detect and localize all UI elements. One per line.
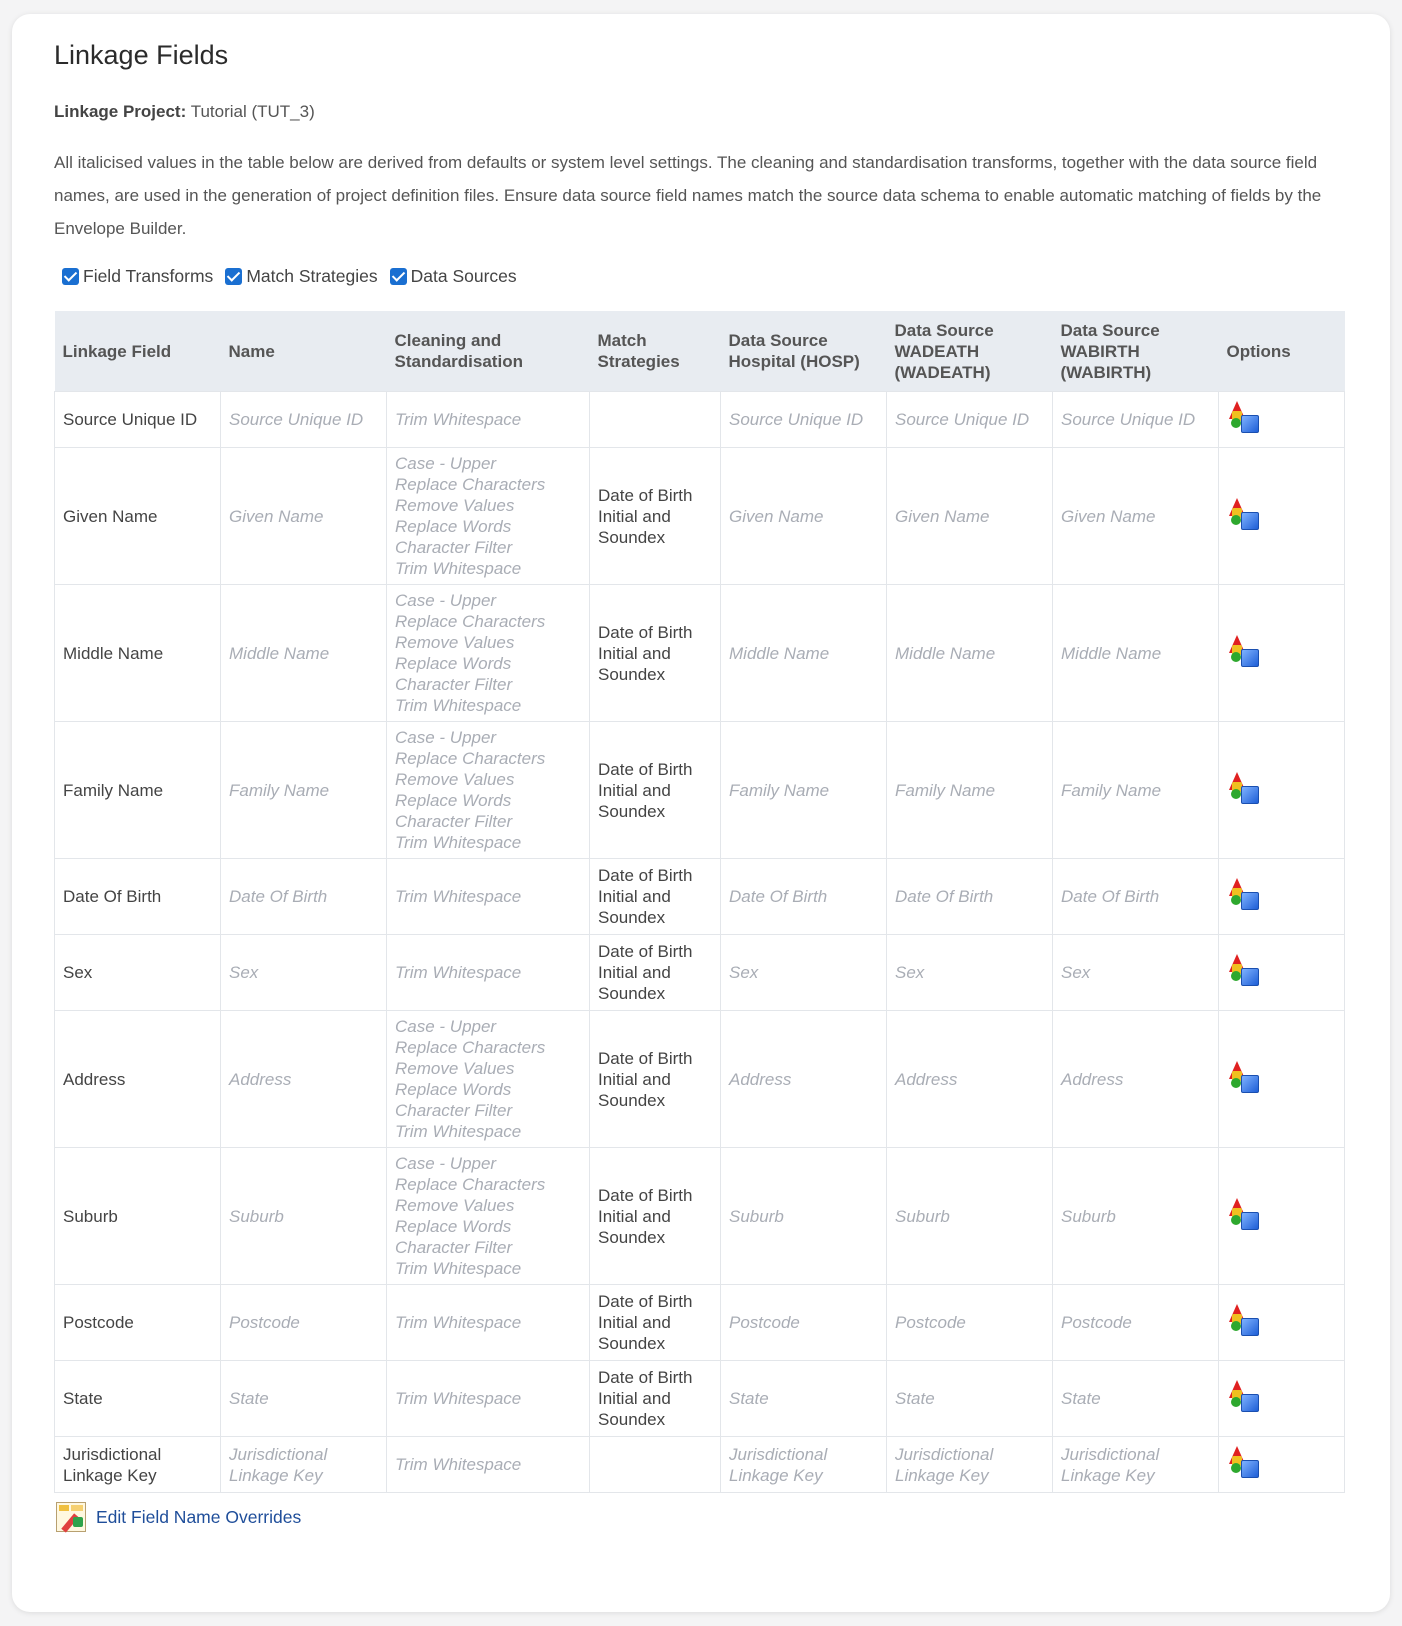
cell-name: Family Name [221, 722, 387, 859]
cell-cleaning [387, 585, 590, 722]
table-header-row [55, 311, 1345, 392]
cell-ds-wadeath: Suburb [887, 1148, 1053, 1285]
project-value: Tutorial (TUT_3) [190, 102, 315, 121]
cleaning-transform: Character Filter [395, 1238, 513, 1257]
cell-options [1219, 1361, 1345, 1437]
toggle-label: Field Transforms [83, 266, 214, 286]
cell-match-strategy: Date of Birth Initial and Soundex [590, 1148, 721, 1285]
cleaning-transform: Trim Whitespace [395, 696, 522, 715]
cell-match-strategy: Date of Birth Initial and Soundex [590, 859, 721, 935]
table-row [55, 859, 1345, 935]
cell-ds-hosp: Middle Name [721, 585, 887, 722]
cleaning-transform: Trim Whitespace [395, 1389, 522, 1408]
cell-ds-hosp: Jurisdictional Linkage Key [721, 1437, 887, 1493]
cleaning-transform: Remove Values [395, 633, 515, 652]
edit-field-options-icon[interactable] [1227, 1379, 1261, 1413]
cell-ds-wabirth: Jurisdictional Linkage Key [1053, 1437, 1219, 1493]
cell-options [1219, 935, 1345, 1011]
cell-cleaning [387, 1437, 590, 1493]
linkage-fields-table [54, 311, 1345, 1493]
cell-linkage-field: Jurisdictional Linkage Key [55, 1437, 221, 1493]
cleaning-transform: Character Filter [395, 538, 513, 557]
project-info [54, 102, 315, 122]
edit-field-options-icon[interactable] [1227, 1445, 1261, 1479]
cell-name: Suburb [221, 1148, 387, 1285]
table-row [55, 935, 1345, 1011]
cleaning-transform: Replace Words [395, 1217, 512, 1236]
cell-options [1219, 859, 1345, 935]
edit-field-options-icon[interactable] [1227, 1197, 1261, 1231]
cell-name: Given Name [221, 448, 387, 585]
cell-linkage-field: Date Of Birth [55, 859, 221, 935]
cell-cleaning [387, 935, 590, 1011]
table-row [55, 1437, 1345, 1493]
cell-options [1219, 448, 1345, 585]
table-row [55, 1148, 1345, 1285]
cell-linkage-field: Source Unique ID [55, 392, 221, 448]
cleaning-transform: Trim Whitespace [395, 1122, 522, 1141]
table-row [55, 1011, 1345, 1148]
cell-ds-hosp: State [721, 1361, 887, 1437]
cleaning-transform: Trim Whitespace [395, 1259, 522, 1278]
toggle-label: Data Sources [410, 266, 517, 286]
cell-ds-wadeath: Postcode [887, 1285, 1053, 1361]
edit-field-name-overrides-link[interactable]: Edit Field Name Overrides [96, 1506, 302, 1527]
checkbox-checked-icon[interactable] [225, 268, 242, 285]
col-header-cleaning[interactable]: Cleaning and Standardisation [387, 311, 590, 392]
col-header-ds-hosp[interactable]: Data Source Hospital (HOSP) [721, 311, 887, 392]
cell-match-strategy: Date of Birth Initial and Soundex [590, 722, 721, 859]
project-label: Linkage Project: [54, 102, 187, 121]
cell-ds-wabirth: Date Of Birth [1053, 859, 1219, 935]
cell-name: Address [221, 1011, 387, 1148]
edit-field-options-icon[interactable] [1227, 400, 1261, 434]
edit-field-options-icon[interactable] [1227, 634, 1261, 668]
cleaning-transform: Replace Words [395, 791, 512, 810]
col-header-linkage-field[interactable]: Linkage Field [55, 311, 221, 392]
cleaning-transform: Trim Whitespace [395, 887, 522, 906]
cell-match-strategy: Date of Birth Initial and Soundex [590, 1285, 721, 1361]
cell-name: State [221, 1361, 387, 1437]
cell-name: Source Unique ID [221, 392, 387, 448]
table-row [55, 1361, 1345, 1437]
cell-ds-wabirth: Address [1053, 1011, 1219, 1148]
edit-field-options-icon[interactable] [1227, 1060, 1261, 1094]
cell-ds-wadeath: Date Of Birth [887, 859, 1053, 935]
cell-ds-hosp: Date Of Birth [721, 859, 887, 935]
cell-ds-wadeath: Sex [887, 935, 1053, 1011]
cleaning-transform: Remove Values [395, 496, 515, 515]
cell-match-strategy: Date of Birth Initial and Soundex [590, 1361, 721, 1437]
cell-ds-wabirth: Postcode [1053, 1285, 1219, 1361]
col-header-ds-wabirth[interactable]: Data Source WABIRTH (WABIRTH) [1053, 311, 1219, 392]
cell-options [1219, 1437, 1345, 1493]
cleaning-transform: Trim Whitespace [395, 559, 522, 578]
edit-field-options-icon[interactable] [1227, 771, 1261, 805]
cell-match-strategy: Date of Birth Initial and Soundex [590, 448, 721, 585]
cleaning-transform: Case - Upper [395, 591, 497, 610]
cleaning-transform: Replace Characters [395, 749, 546, 768]
cleaning-transform: Remove Values [395, 1196, 515, 1215]
cell-cleaning [387, 1285, 590, 1361]
cleaning-transform: Trim Whitespace [395, 833, 522, 852]
toggle-data-sources[interactable] [390, 266, 517, 287]
cell-match-strategy [590, 392, 721, 448]
cleaning-transform: Case - Upper [395, 1017, 497, 1036]
cell-ds-hosp: Sex [721, 935, 887, 1011]
cell-match-strategy: Date of Birth Initial and Soundex [590, 935, 721, 1011]
toggle-field-transforms[interactable] [62, 266, 213, 287]
cell-cleaning [387, 859, 590, 935]
cell-name: Postcode [221, 1285, 387, 1361]
cleaning-transform: Replace Words [395, 517, 512, 536]
cleaning-transform: Remove Values [395, 770, 515, 789]
cell-linkage-field: Given Name [55, 448, 221, 585]
cell-linkage-field: Family Name [55, 722, 221, 859]
cleaning-transform: Replace Words [395, 1080, 512, 1099]
cleaning-transform: Replace Words [395, 654, 512, 673]
cell-match-strategy: Date of Birth Initial and Soundex [590, 1011, 721, 1148]
cell-match-strategy: Date of Birth Initial and Soundex [590, 585, 721, 722]
cell-linkage-field: State [55, 1361, 221, 1437]
cleaning-transform: Replace Characters [395, 475, 546, 494]
col-header-name[interactable]: Name [221, 311, 387, 392]
cleaning-transform: Trim Whitespace [395, 963, 522, 982]
cell-ds-wadeath: State [887, 1361, 1053, 1437]
cell-ds-wabirth: Middle Name [1053, 585, 1219, 722]
cell-ds-wadeath: Given Name [887, 448, 1053, 585]
cell-cleaning [387, 1361, 590, 1437]
cell-cleaning [387, 722, 590, 859]
table-row [55, 392, 1345, 448]
checkbox-checked-icon[interactable] [390, 268, 407, 285]
cleaning-transform: Case - Upper [395, 728, 497, 747]
cell-linkage-field: Postcode [55, 1285, 221, 1361]
cell-ds-wabirth: Sex [1053, 935, 1219, 1011]
checkbox-checked-icon[interactable] [62, 268, 79, 285]
cell-ds-wabirth: State [1053, 1361, 1219, 1437]
cell-cleaning [387, 448, 590, 585]
cell-name: Sex [221, 935, 387, 1011]
edit-field-options-icon[interactable] [1227, 497, 1261, 531]
table-row [55, 1285, 1345, 1361]
cell-ds-hosp: Postcode [721, 1285, 887, 1361]
cleaning-transform: Replace Characters [395, 1175, 546, 1194]
table-row [55, 585, 1345, 722]
cleaning-transform: Character Filter [395, 812, 513, 831]
cell-ds-wadeath: Address [887, 1011, 1053, 1148]
cell-ds-wabirth: Source Unique ID [1053, 392, 1219, 448]
toggle-label: Match Strategies [246, 266, 378, 286]
cell-ds-hosp: Address [721, 1011, 887, 1148]
cleaning-transform: Trim Whitespace [395, 1455, 522, 1474]
col-header-options: Options [1219, 311, 1345, 392]
page-title: Linkage Fields [54, 40, 229, 70]
cell-name: Date Of Birth [221, 859, 387, 935]
edit-table-icon[interactable] [56, 1502, 86, 1532]
description: All italicised values in the table below are derived from defaults or system level settings. The cleaning and standardisation transforms, together with the data source field names, are used in the generation of project definition files. Ensure data source field names match the source data schema to enable automatic matching of fields by the Envelope Builder. [54, 153, 1322, 238]
cell-linkage-field: Middle Name [55, 585, 221, 722]
cleaning-transform: Trim Whitespace [395, 410, 522, 429]
cell-name: Middle Name [221, 585, 387, 722]
cleaning-transform: Case - Upper [395, 454, 497, 473]
toggle-match-strategies[interactable] [225, 266, 377, 287]
cleaning-transform: Replace Characters [395, 1038, 546, 1057]
edit-field-options-icon[interactable] [1227, 877, 1261, 911]
cell-ds-hosp: Family Name [721, 722, 887, 859]
cleaning-transform: Character Filter [395, 675, 513, 694]
cell-options [1219, 1285, 1345, 1361]
cell-ds-wadeath: Jurisdictional Linkage Key [887, 1437, 1053, 1493]
cell-ds-wabirth: Family Name [1053, 722, 1219, 859]
cell-ds-wadeath: Family Name [887, 722, 1053, 859]
col-header-ds-wadeath[interactable]: Data Source WADEATH (WADEATH) [887, 311, 1053, 392]
table-row [55, 722, 1345, 859]
cell-options [1219, 1148, 1345, 1285]
table-row [55, 448, 1345, 585]
cell-ds-wabirth: Given Name [1053, 448, 1219, 585]
cell-cleaning [387, 392, 590, 448]
cell-ds-wadeath: Middle Name [887, 585, 1053, 722]
cell-linkage-field: Suburb [55, 1148, 221, 1285]
cleaning-transform: Trim Whitespace [395, 1313, 522, 1332]
edit-field-options-icon[interactable] [1227, 953, 1261, 987]
cell-ds-hosp: Suburb [721, 1148, 887, 1285]
cell-name: Jurisdictional Linkage Key [221, 1437, 387, 1493]
cell-match-strategy [590, 1437, 721, 1493]
column-toggles [62, 266, 517, 287]
cell-ds-wadeath: Source Unique ID [887, 392, 1053, 448]
col-header-match[interactable]: Match Strategies [590, 311, 721, 392]
cell-options [1219, 585, 1345, 722]
cell-cleaning [387, 1148, 590, 1285]
cell-ds-hosp: Given Name [721, 448, 887, 585]
edit-field-options-icon[interactable] [1227, 1303, 1261, 1337]
cell-options [1219, 722, 1345, 859]
cell-options [1219, 392, 1345, 448]
footer-actions [56, 1502, 301, 1532]
cell-options [1219, 1011, 1345, 1148]
cleaning-transform: Remove Values [395, 1059, 515, 1078]
cell-cleaning [387, 1011, 590, 1148]
cell-ds-hosp: Source Unique ID [721, 392, 887, 448]
cleaning-transform: Character Filter [395, 1101, 513, 1120]
cell-linkage-field: Address [55, 1011, 221, 1148]
cleaning-transform: Replace Characters [395, 612, 546, 631]
cleaning-transform: Case - Upper [395, 1154, 497, 1173]
cell-linkage-field: Sex [55, 935, 221, 1011]
cell-ds-wabirth: Suburb [1053, 1148, 1219, 1285]
linkage-fields-panel [12, 14, 1390, 1612]
